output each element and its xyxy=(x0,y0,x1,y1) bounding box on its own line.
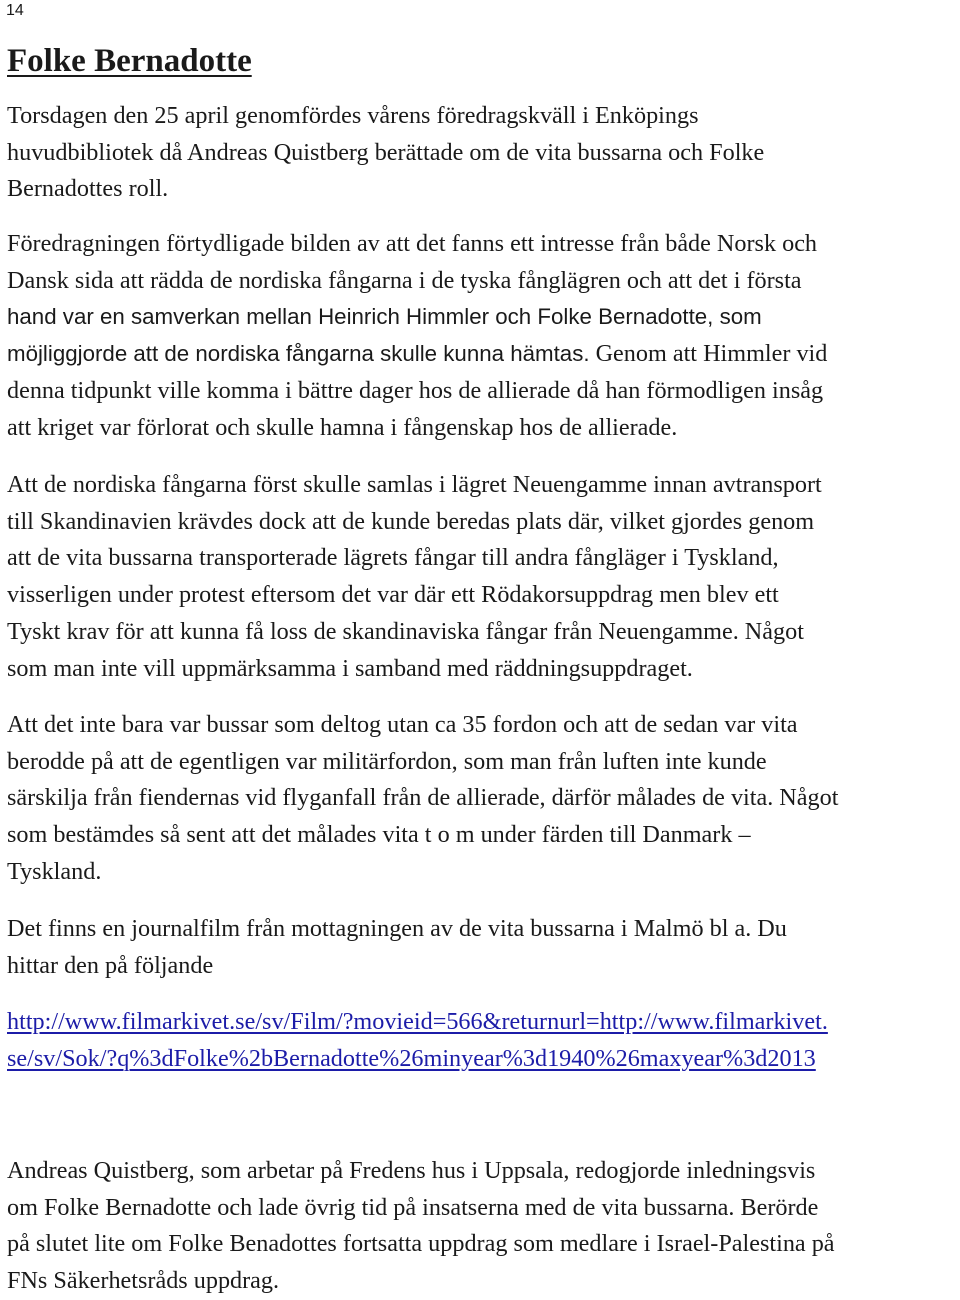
text-line: visserligen under protest eftersom det var där ett Rödakorsuppdrag men blev ett xyxy=(7,581,779,609)
text-line: FNs Säkerhetsråds uppdrag. xyxy=(7,1267,280,1295)
text-line: berodde på att de egentligen var militärfordon, som man från luften inte kunde xyxy=(7,747,767,775)
text-line: Att det inte bara var bussar som deltog utan ca 35 fordon och att de sedan var vita xyxy=(7,711,798,738)
text-line: på slutet lite om Folke Benadottes fortsatta uppdrag som medlare i Israel-Palestina på xyxy=(7,1230,835,1258)
paragraph-speaker xyxy=(7,1153,957,1300)
article-title: Folke Bernadotte xyxy=(7,43,252,79)
link-line[interactable]: se/sv/Sok/?q%3dFolke%2bBernadotte%26minyear%3d1940%26maxyear%3d2013 xyxy=(7,1044,816,1072)
paragraph-vehicles xyxy=(7,707,957,891)
film-archive-link[interactable] xyxy=(7,1004,957,1077)
paragraph-newsreel xyxy=(7,911,957,984)
text-line: Dansk sida att rädda de nordiska fångarna i de tyska fånglägren och att det i första xyxy=(7,266,802,294)
paragraph-lecture-summary xyxy=(7,226,957,446)
text-line: Det finns en journalfilm från mottagningen av de vita bussarna i Malmö bl a. Du xyxy=(7,915,787,942)
text-line: huvudbibliotek då Andreas Quistberg berättade om de vita bussarna och Folke xyxy=(7,138,765,166)
text-line: hand var en samverkan mellan Heinrich Himmler och Folke Bernadotte, som xyxy=(7,304,762,330)
text-line: Bernadottes roll. xyxy=(7,175,169,203)
text-line: särskilja från fiendernas vid flyganfall från de allierade, därför målades de vita. Något xyxy=(7,784,839,812)
text-line: som bestämdes så sent att det målades vita t o m under färden till Danmark – xyxy=(7,821,751,849)
text-line: denna tidpunkt ville komma i bättre dager hos de allierade då han förmodligen insåg xyxy=(7,376,824,404)
page-number: 14 xyxy=(6,2,24,19)
paragraph-intro xyxy=(7,98,957,208)
text-line: Att de nordiska fångarna först skulle samlas i lägret Neuengamme innan avtransport xyxy=(7,471,822,498)
paragraph-neuengamme xyxy=(7,467,957,687)
text-line: som man inte vill uppmärksamma i samband med räddningsuppdraget. xyxy=(7,654,693,682)
text-line: att de vita bussarna transporterade lägrets fångar till andra fångläger i Tyskland, xyxy=(7,544,779,572)
text-line: Torsdagen den 25 april genomfördes vårens föredragskväll i Enköpings xyxy=(7,102,699,129)
text-line: Andreas Quistberg, som arbetar på Fredens hus i Uppsala, redogjorde inledningsvis xyxy=(7,1157,816,1184)
text-line: Föredragningen förtydligade bilden av att det fanns ett intresse från både Norsk och xyxy=(7,230,818,257)
text-line: om Folke Bernadotte och lade övrig tid på insatserna med de vita bussarna. Berörde xyxy=(7,1193,819,1221)
text-line: Tyskt krav för att kunna få loss de skandinaviska fångar från Neuengamme. Något xyxy=(7,617,804,645)
text-line-mixed xyxy=(7,336,957,373)
text-line: till Skandinavien krävdes dock att de kunde beredas plats där, vilket gjordes genom xyxy=(7,507,815,535)
text-line: hittar den på följande xyxy=(7,951,214,979)
text-segment: möjliggjorde att de nordiska fångarna skulle kunna hämtas. xyxy=(7,341,590,367)
text-line: Tyskland. xyxy=(7,857,102,885)
link-line[interactable]: http://www.filmarkivet.se/sv/Film/?movieid=566&returnurl=http://www.filmarkivet. xyxy=(7,1008,828,1035)
text-segment: Genom att Himmler vid xyxy=(589,340,828,368)
text-line: att kriget var förlorat och skulle hamna i fångenskap hos de allierade. xyxy=(7,413,678,441)
